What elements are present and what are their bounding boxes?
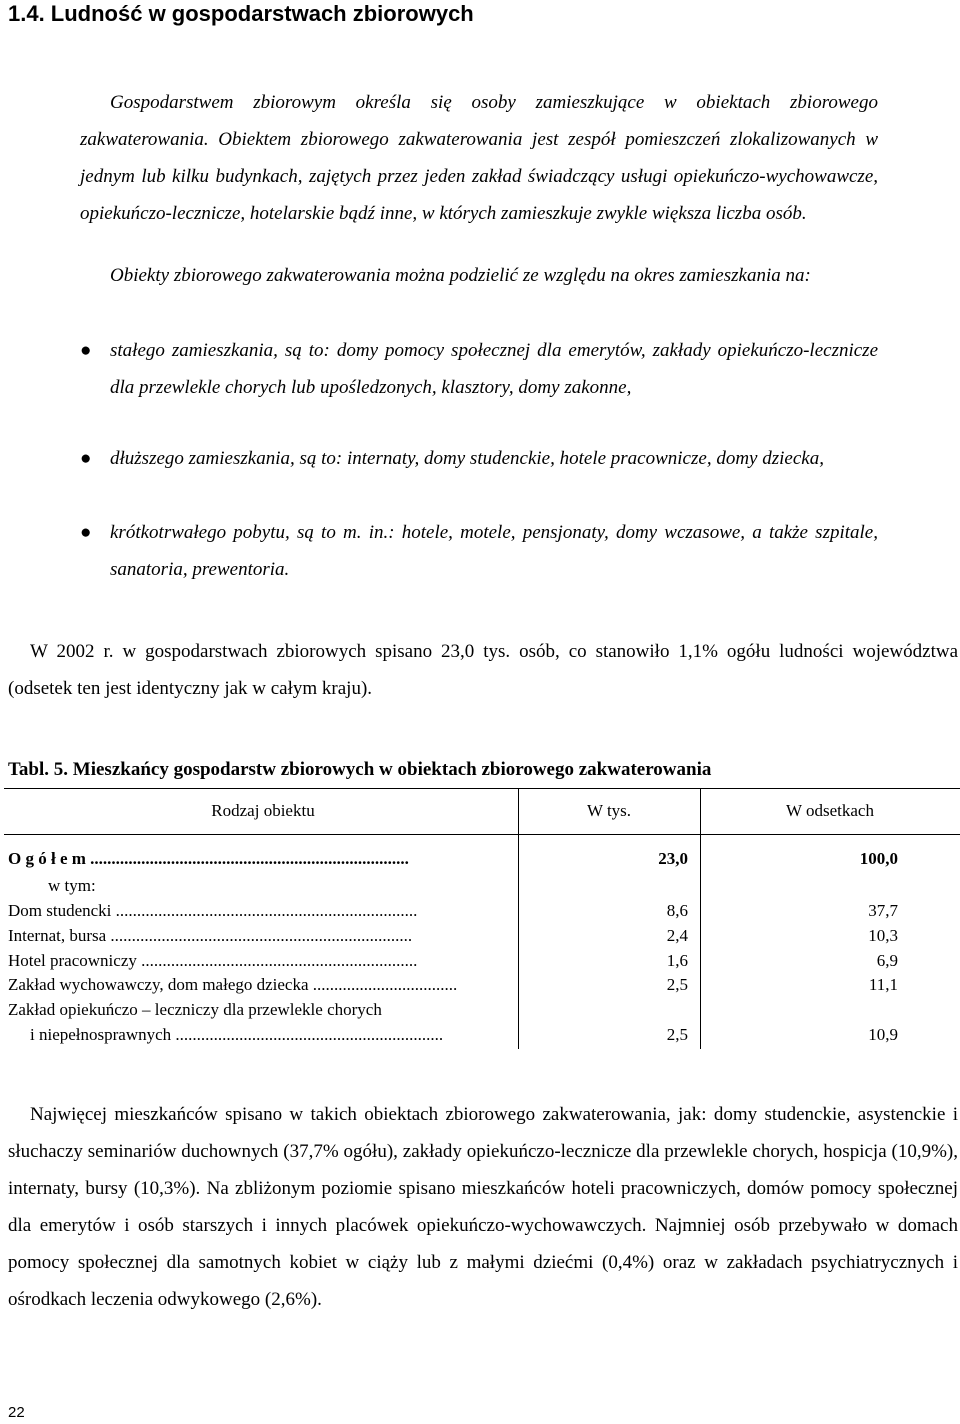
table-row-label: Hotel pracowniczy .................................................................	[8, 951, 418, 970]
intro-paragraph-definition: Gospodarstwem zbiorowym określa się osoby zamieszkujące w obiektach zbiorowego zakwaterowania. Obiektem zbiorowego zakwaterowania jest zespół pomieszczeń zlokalizowanych w jednym lub kilku budynkach, zajętych przez jeden zakład świadczący usługi opiekuńczo-wychowawcze, opiekuńczo-lecznicze, hotelarskie bądź inne, w których zamieszkuje zwykle większa liczba osób.	[80, 92, 878, 224]
table-cell-percent: 10,9	[868, 1025, 898, 1044]
table-header-thousands: W tys.	[586, 801, 632, 820]
table-cell-thousands: 2,5	[666, 1025, 688, 1044]
intro-paragraph-division: Obiekty zbiorowego zakwaterowania można podzielić ze względu na okres zamieszkania na:	[110, 265, 811, 286]
table-cell-percent: 11,1	[868, 975, 898, 994]
section-title: 1.4. Ludność w gospodarstwach zbiorowych	[8, 1, 474, 26]
table-top-rule	[4, 788, 960, 789]
list-item-text: stałego zamieszkania, są to: domy pomocy społecznej dla emerytów, zakłady opiekuńczo-lecznicze dla przewlekle chorych lub upośledzonych, klasztory, domy zakonne,	[110, 340, 878, 398]
table-header-rule	[4, 834, 960, 835]
table-row-label: Zakład opiekuńczo – leczniczy dla przewlekle chorych	[8, 1000, 382, 1019]
table-row-label: Dom studencki .......................................................................	[8, 901, 418, 920]
table-cell-thousands: 2,4	[666, 926, 688, 945]
list-item-text: dłuższego zamieszkania, są to: internaty, domy studenckie, hotele pracownicze, domy dziecka,	[110, 448, 824, 469]
table-cell-thousands: 8,6	[666, 901, 688, 920]
table-row-label-total: O g ó ł e m ...........................................................................	[8, 849, 409, 868]
page-number: 22	[8, 1404, 25, 1421]
table-row-label: i niepełnosprawnych ...............................................................	[30, 1025, 444, 1044]
list-item-text: krótkotrwałego pobytu, są to m. in.: hotele, motele, pensjonaty, domy wczasowe, a także szpitale, sanatoria, prewentoria.	[110, 522, 878, 580]
table-cell-thousands: 1,6	[666, 951, 688, 970]
table-header-type: Rodzaj obiektu	[211, 801, 315, 820]
table-row-label: Internat, bursa .......................................................................	[8, 926, 413, 945]
bullet-icon: ●	[80, 522, 92, 543]
table-cell-percent: 6,9	[876, 951, 898, 970]
closing-paragraph: Najwięcej mieszkańców spisano w takich obiektach zbiorowego zakwaterowania, jak: domy studenckie, asystenckie i słuchaczy seminariów duchownych (37,7% ogółu), zakłady opiekuńczo-lecznicze dla przewlekle chorych, hospicja (10,9%), internaty, bursy (10,3%). Na zbliżonym poziomie spisano mieszkańców hoteli pracowniczych, domów pomocy społecznej dla emerytów i osób starszych i innych placówek opiekuńczo-wychowawczych. Najmniej osób przebywało w domach pomocy społecznej dla samotnych kobiet w ciąży lub z małymi dziećmi (0,4%) oraz w zakładach psychiatrycznych i ośrodkach leczenia odwykowego (2,6%).	[8, 1104, 958, 1310]
summary-paragraph: W 2002 r. w gospodarstwach zbiorowych spisano 23,0 tys. osób, co stanowiło 1,1% ogółu ludności województwa (odsetek ten jest identyczny jak w całym kraju).	[8, 641, 958, 699]
table-column-divider	[518, 835, 519, 1049]
table-header-percent: W odsetkach	[786, 801, 874, 820]
table-cell-thousands: 2,5	[666, 975, 688, 994]
bullet-icon: ●	[80, 340, 92, 361]
table-cell-percent: 10,3	[868, 926, 898, 945]
table-cell-percent: 37,7	[868, 901, 898, 920]
table-caption: Tabl. 5. Mieszkańcy gospodarstw zbiorowych w obiektach zbiorowego zakwaterowania	[8, 759, 712, 780]
table-row-label: w tym:	[48, 876, 96, 895]
bullet-icon: ●	[80, 448, 92, 469]
table-cell-thousands: 23,0	[658, 849, 688, 868]
table-cell-percent: 100,0	[859, 849, 898, 868]
table-row-label: Zakład wychowawczy, dom małego dziecka ..................................	[8, 975, 458, 994]
